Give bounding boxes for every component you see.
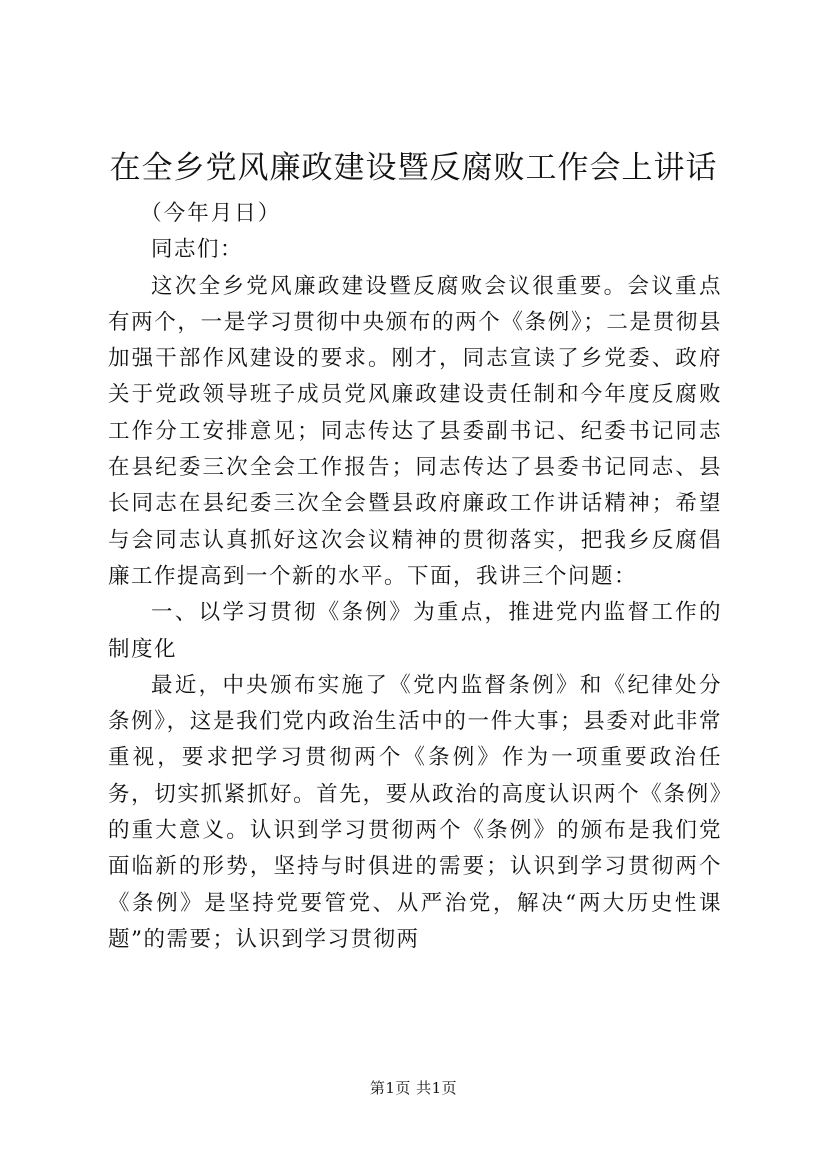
paragraph-intro: 这次全乡党风廉政建设暨反腐败会议很重要。会议重点有两个，一是学习贯彻中央颁布的两个《条例》；二是贯彻县加强干部作风建设的要求。刚才，同志宣读了乡党委、政府关于党政领导班子成员党风廉政建设责任制和今年度反腐败工作分工安排意见；同志传达了县委副书记、纪委书记同志在县纪委三次全会工作报告；同志传达了县委书记同志、县长同志在县纪委三次全会暨县政府廉政工作讲话精神；希望与会同志认真抓好这次会议精神的贯彻落实，把我乡反腐倡廉工作提高到一个新的水平。下面，我讲三个问题： <box>108 273 722 589</box>
date-line: （今年月日） <box>140 201 282 226</box>
salutation: 同志们： <box>151 237 244 263</box>
section-heading-1: 一、以学习贯彻《条例》为重点，推进党内监督工作的制度化 <box>108 600 722 662</box>
document-title: 在全乡党风廉政建设暨反腐败工作会上讲话 <box>109 150 718 186</box>
page-footer: 第1页 共1页 <box>369 1079 458 1097</box>
paragraph-section-1: 最近，中央颁布实施了《党内监督条例》和《纪律处分条例》，这是我们党内政治生活中的一件大事；县委对此非常重视，要求把学习贯彻两个《条例》作为一项重要政治任务，切实抓紧抓好。首先，要从政治的高度认识两个《条例》的重大意义。认识到学习贯彻两个《条例》的颁布是我们党面临新的形势，坚持与时俱进的需要；认识到学习贯彻两个《条例》是坚持党要管党、从严治党，解决“两大历史性课题”的需要；认识到学习贯彻两 <box>108 672 722 952</box>
document-body <box>108 196 722 958</box>
